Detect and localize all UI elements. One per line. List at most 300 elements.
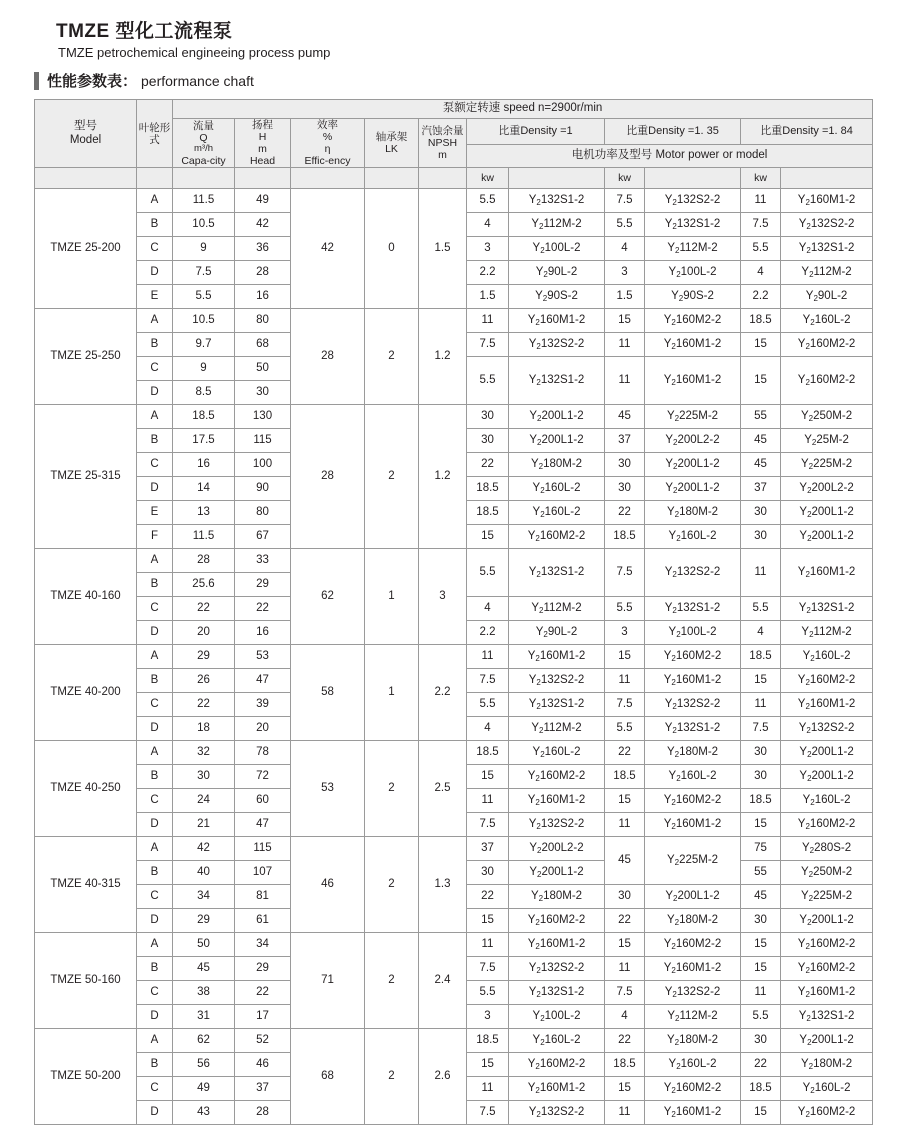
header-kw-blank-model (35, 168, 137, 189)
cell-impeller-letter: C (137, 1077, 173, 1101)
cell-kw-d184: 55 (741, 861, 781, 885)
cell-motor-d135: $Y_2160M1-2$ (645, 957, 741, 981)
cell-kw-d135: 7.5 (605, 549, 645, 597)
cell-flow: 38 (173, 981, 235, 1005)
cell-flow: 10.5 (173, 213, 235, 237)
cell-kw-d135: 18.5 (605, 1053, 645, 1077)
cell-motor-d1: $Y_2132S2-2$ (509, 1101, 605, 1125)
cell-motor-d1: $Y_2160M1-2$ (509, 1077, 605, 1101)
cell-kw-d1: 37 (467, 837, 509, 861)
cell-kw-d135: 4 (605, 237, 645, 261)
cell-flow: 14 (173, 477, 235, 501)
cell-head: 17 (235, 1005, 291, 1029)
cell-bearing: 1 (365, 549, 419, 645)
cell-npsh: 1.5 (419, 189, 467, 309)
cell-kw-d135: 22 (605, 501, 645, 525)
header-flow-unit: m³/h (194, 142, 213, 154)
cell-impeller-letter: C (137, 789, 173, 813)
cell-kw-d135: 7.5 (605, 189, 645, 213)
cell-motor-d184: $Y_2250M-2$ (781, 405, 873, 429)
page-title: TMZE 型化工流程泵 (56, 21, 233, 42)
cell-motor-d184: $Y_2160M2-2$ (781, 933, 873, 957)
cell-model: TMZE 25-315 (35, 405, 137, 549)
cell-head: 68 (235, 333, 291, 357)
cell-impeller-letter: D (137, 1005, 173, 1029)
cell-flow: 7.5 (173, 261, 235, 285)
cell-efficiency: 53 (291, 741, 365, 837)
header-kw-blank-flow (173, 168, 235, 189)
cell-motor-d1: $Y_2132S1-2$ (509, 549, 605, 597)
header-flow-en: Capa-city (181, 154, 226, 167)
cell-kw-d184: 7.5 (741, 717, 781, 741)
cell-motor-d1: $Y_2160M2-2$ (509, 909, 605, 933)
cell-head: 47 (235, 669, 291, 693)
cell-head: 81 (235, 885, 291, 909)
cell-motor-d135: $Y_2132S2-2$ (645, 981, 741, 1005)
table-row (35, 549, 873, 573)
cell-impeller-letter: B (137, 573, 173, 597)
cell-head: 100 (235, 453, 291, 477)
cell-impeller-letter: C (137, 693, 173, 717)
cell-flow: 30 (173, 765, 235, 789)
cell-flow: 5.5 (173, 285, 235, 309)
cell-kw-d135: 7.5 (605, 693, 645, 717)
cell-kw-d1: 18.5 (467, 741, 509, 765)
cell-motor-d184: $Y_2180M-2$ (781, 1053, 873, 1077)
header-impeller: 叶轮形式 (137, 100, 173, 168)
cell-kw-d184: 15 (741, 933, 781, 957)
cell-impeller-letter: B (137, 1053, 173, 1077)
cell-motor-d135: $Y_2132S1-2$ (645, 213, 741, 237)
cell-flow: 11.5 (173, 189, 235, 213)
cell-kw-d1: 7.5 (467, 813, 509, 837)
cell-motor-d184: $Y_2200L1-2$ (781, 741, 873, 765)
cell-motor-d184: $Y_2160M2-2$ (781, 357, 873, 405)
cell-impeller-letter: D (137, 381, 173, 405)
cell-kw-d1: 5.5 (467, 981, 509, 1005)
cell-npsh: 1.2 (419, 405, 467, 549)
cell-kw-d135: 37 (605, 429, 645, 453)
cell-head: 37 (235, 1077, 291, 1101)
cell-head: 72 (235, 765, 291, 789)
header-npsh-unit: m (438, 149, 447, 162)
cell-motor-d135: $Y_2160L-2$ (645, 1053, 741, 1077)
cell-motor-d1: $Y_2200L1-2$ (509, 429, 605, 453)
section-title-en: performance chaft (141, 72, 254, 89)
cell-impeller-letter: A (137, 189, 173, 213)
cell-kw-d1: 22 (467, 885, 509, 909)
cell-head: 52 (235, 1029, 291, 1053)
cell-motor-d135: $Y_2132S2-2$ (645, 693, 741, 717)
cell-motor-d184: $Y_2160M1-2$ (781, 549, 873, 597)
header-motor: 电机功率及型号 Motor power or model (467, 144, 873, 168)
cell-motor-d184: $Y_2200L1-2$ (781, 1029, 873, 1053)
cell-motor-d184: $Y_2160M2-2$ (781, 1101, 873, 1125)
cell-kw-d1: 5.5 (467, 357, 509, 405)
cell-head: 80 (235, 501, 291, 525)
cell-model: TMZE 25-250 (35, 309, 137, 405)
cell-motor-d1: $Y_2132S2-2$ (509, 333, 605, 357)
header-eff-eta: η (324, 143, 331, 156)
header-density-1: 比重Density =1 (467, 119, 605, 145)
cell-head: 16 (235, 285, 291, 309)
cell-head: 29 (235, 957, 291, 981)
cell-bearing: 1 (365, 645, 419, 741)
cell-kw-d135: 5.5 (605, 597, 645, 621)
cell-motor-d135: $Y_2160M2-2$ (645, 933, 741, 957)
cell-kw-d1: 5.5 (467, 549, 509, 597)
cell-motor-d184: $Y_2160M1-2$ (781, 693, 873, 717)
header-model (35, 100, 137, 168)
cell-head: 47 (235, 813, 291, 837)
cell-impeller-letter: C (137, 357, 173, 381)
cell-motor-d1: $Y_2160M2-2$ (509, 765, 605, 789)
cell-kw-d184: 15 (741, 813, 781, 837)
cell-motor-d135: $Y_2160L-2$ (645, 765, 741, 789)
section-accent-bar (34, 72, 39, 90)
cell-kw-d1: 2.2 (467, 261, 509, 285)
cell-bearing: 2 (365, 1029, 419, 1125)
cell-impeller-letter: A (137, 309, 173, 333)
cell-motor-d1: $Y_2100L-2$ (509, 237, 605, 261)
cell-impeller-letter: D (137, 261, 173, 285)
cell-kw-d1: 7.5 (467, 1101, 509, 1125)
cell-head: 78 (235, 741, 291, 765)
cell-kw-d135: 18.5 (605, 765, 645, 789)
cell-motor-d1: $Y_2160M2-2$ (509, 525, 605, 549)
cell-flow: 10.5 (173, 309, 235, 333)
cell-kw-d184: 11 (741, 693, 781, 717)
cell-motor-d135: $Y_2180M-2$ (645, 1029, 741, 1053)
cell-kw-d184: 45 (741, 429, 781, 453)
cell-efficiency: 42 (291, 189, 365, 309)
cell-kw-d1: 30 (467, 861, 509, 885)
table-row (35, 837, 873, 861)
cell-kw-d135: 11 (605, 333, 645, 357)
header-npsh-cn: 汽蚀余量 (421, 125, 464, 138)
cell-motor-d135: $Y_2132S2-2$ (645, 549, 741, 597)
cell-motor-d1: $Y_2160L-2$ (509, 741, 605, 765)
cell-npsh: 2.4 (419, 933, 467, 1029)
header-kw-2: kw (605, 168, 645, 189)
cell-motor-d184: $Y_2200L1-2$ (781, 909, 873, 933)
cell-motor-d1: $Y_2200L1-2$ (509, 861, 605, 885)
cell-kw-d184: 15 (741, 957, 781, 981)
cell-impeller-letter: B (137, 957, 173, 981)
cell-motor-d1: $Y_2112M-2$ (509, 597, 605, 621)
cell-kw-d135: 15 (605, 933, 645, 957)
page-subtitle: TMZE petrochemical engineeing process pump (58, 45, 331, 60)
cell-motor-d1: $Y_290S-2$ (509, 285, 605, 309)
cell-motor-d184: $Y_2132S1-2$ (781, 597, 873, 621)
cell-motor-d135: $Y_2160M2-2$ (645, 309, 741, 333)
cell-impeller-letter: B (137, 669, 173, 693)
cell-motor-d135: $Y_2160M1-2$ (645, 1101, 741, 1125)
cell-flow: 31 (173, 1005, 235, 1029)
cell-motor-d184: $Y_2160L-2$ (781, 309, 873, 333)
cell-kw-d1: 7.5 (467, 333, 509, 357)
header-head-h: H (258, 131, 267, 144)
cell-kw-d1: 3 (467, 1005, 509, 1029)
cell-kw-d184: 75 (741, 837, 781, 861)
cell-impeller-letter: D (137, 909, 173, 933)
cell-kw-d135: 7.5 (605, 981, 645, 1005)
cell-efficiency: 46 (291, 837, 365, 933)
cell-kw-d184: 15 (741, 357, 781, 405)
cell-motor-d184: $Y_2280S-2$ (781, 837, 873, 861)
cell-impeller-letter: A (137, 741, 173, 765)
cell-impeller-letter: F (137, 525, 173, 549)
cell-bearing: 2 (365, 933, 419, 1029)
cell-bearing: 2 (365, 405, 419, 549)
cell-flow: 20 (173, 621, 235, 645)
cell-flow: 22 (173, 693, 235, 717)
cell-kw-d184: 15 (741, 333, 781, 357)
cell-kw-d184: 4 (741, 621, 781, 645)
cell-flow: 16 (173, 453, 235, 477)
cell-model: TMZE 50-200 (35, 1029, 137, 1125)
cell-head: 33 (235, 549, 291, 573)
header-kw-model-2 (645, 168, 741, 189)
cell-flow: 40 (173, 861, 235, 885)
cell-kw-d135: 15 (605, 789, 645, 813)
cell-kw-d135: 30 (605, 453, 645, 477)
cell-kw-d184: 11 (741, 189, 781, 213)
cell-kw-d135: 30 (605, 477, 645, 501)
cell-motor-d135: $Y_2200L1-2$ (645, 453, 741, 477)
cell-efficiency: 62 (291, 549, 365, 645)
cell-motor-d1: $Y_2132S1-2$ (509, 357, 605, 405)
table-row (35, 1029, 873, 1053)
cell-head: 16 (235, 621, 291, 645)
header-eff-cn: 效率 (317, 119, 338, 131)
cell-kw-d184: 18.5 (741, 1077, 781, 1101)
cell-motor-d135: $Y_2180M-2$ (645, 741, 741, 765)
cell-motor-d1: $Y_2112M-2$ (509, 213, 605, 237)
cell-motor-d184: $Y_290L-2$ (781, 285, 873, 309)
cell-kw-d135: 45 (605, 837, 645, 885)
table-row (35, 309, 873, 333)
cell-motor-d184: $Y_2160M2-2$ (781, 813, 873, 837)
cell-kw-d184: 11 (741, 549, 781, 597)
cell-motor-d1: $Y_2132S1-2$ (509, 693, 605, 717)
cell-motor-d184: $Y_2225M-2$ (781, 453, 873, 477)
cell-head: 34 (235, 933, 291, 957)
header-kw-blank-npsh (419, 168, 467, 189)
cell-flow: 9 (173, 357, 235, 381)
cell-flow: 62 (173, 1029, 235, 1053)
header-kw-blank-head (235, 168, 291, 189)
cell-kw-d1: 4 (467, 213, 509, 237)
cell-motor-d1: $Y_290L-2$ (509, 261, 605, 285)
cell-motor-d135: $Y_2180M-2$ (645, 909, 741, 933)
cell-motor-d1: $Y_2160L-2$ (509, 501, 605, 525)
cell-kw-d135: 11 (605, 1101, 645, 1125)
cell-impeller-letter: C (137, 597, 173, 621)
cell-impeller-letter: B (137, 213, 173, 237)
cell-motor-d135: $Y_290S-2$ (645, 285, 741, 309)
cell-flow: 22 (173, 597, 235, 621)
cell-motor-d184: $Y_2160M1-2$ (781, 189, 873, 213)
header-kw-blank-eff (291, 168, 365, 189)
cell-head: 46 (235, 1053, 291, 1077)
cell-kw-d184: 30 (741, 909, 781, 933)
cell-efficiency: 68 (291, 1029, 365, 1125)
cell-head: 49 (235, 189, 291, 213)
cell-kw-d184: 15 (741, 1101, 781, 1125)
table-row (35, 405, 873, 429)
cell-head: 20 (235, 717, 291, 741)
cell-motor-d1: $Y_2112M-2$ (509, 717, 605, 741)
cell-model: TMZE 50-160 (35, 933, 137, 1029)
header-model-en: Model (69, 133, 102, 146)
header-head-cn: 扬程 (252, 119, 273, 131)
cell-motor-d184: $Y_2160M2-2$ (781, 669, 873, 693)
cell-kw-d135: 30 (605, 885, 645, 909)
cell-impeller-letter: C (137, 453, 173, 477)
cell-motor-d135: $Y_2160M1-2$ (645, 669, 741, 693)
cell-motor-d1: $Y_290L-2$ (509, 621, 605, 645)
cell-impeller-letter: B (137, 861, 173, 885)
cell-motor-d1: $Y_2180M-2$ (509, 453, 605, 477)
cell-motor-d135: $Y_2200L1-2$ (645, 885, 741, 909)
cell-bearing: 2 (365, 309, 419, 405)
header-eff-pct: % (322, 131, 333, 144)
section-heading (34, 70, 872, 91)
cell-head: 42 (235, 213, 291, 237)
cell-kw-d135: 4 (605, 1005, 645, 1029)
cell-kw-d184: 15 (741, 669, 781, 693)
cell-npsh: 2.5 (419, 741, 467, 837)
cell-motor-d184: $Y_2112M-2$ (781, 261, 873, 285)
cell-motor-d135: $Y_2225M-2$ (645, 837, 741, 885)
cell-flow: 29 (173, 909, 235, 933)
cell-motor-d135: $Y_2160L-2$ (645, 525, 741, 549)
cell-motor-d135: $Y_2200L1-2$ (645, 477, 741, 501)
cell-impeller-letter: A (137, 645, 173, 669)
cell-kw-d184: 45 (741, 885, 781, 909)
cell-motor-d1: $Y_2132S2-2$ (509, 669, 605, 693)
cell-motor-d184: $Y_2200L2-2$ (781, 477, 873, 501)
cell-impeller-letter: C (137, 885, 173, 909)
cell-kw-d184: 55 (741, 405, 781, 429)
cell-motor-d1: $Y_2160L-2$ (509, 477, 605, 501)
cell-kw-d184: 37 (741, 477, 781, 501)
cell-kw-d1: 5.5 (467, 693, 509, 717)
header-density-184: 比重Density =1. 84 (741, 119, 873, 145)
cell-kw-d1: 22 (467, 453, 509, 477)
cell-head: 30 (235, 381, 291, 405)
header-kw-blank-bearing (365, 168, 419, 189)
cell-motor-d1: $Y_2160L-2$ (509, 1029, 605, 1053)
cell-npsh: 1.3 (419, 837, 467, 933)
cell-model: TMZE 25-200 (35, 189, 137, 309)
cell-flow: 50 (173, 933, 235, 957)
cell-bearing: 0 (365, 189, 419, 309)
cell-npsh: 3 (419, 549, 467, 645)
cell-kw-d1: 11 (467, 1077, 509, 1101)
cell-impeller-letter: B (137, 765, 173, 789)
cell-impeller-letter: D (137, 717, 173, 741)
cell-head: 61 (235, 909, 291, 933)
cell-head: 29 (235, 573, 291, 597)
cell-kw-d1: 11 (467, 645, 509, 669)
cell-flow: 17.5 (173, 429, 235, 453)
cell-head: 90 (235, 477, 291, 501)
cell-motor-d135: $Y_2100L-2$ (645, 261, 741, 285)
cell-impeller-letter: A (137, 837, 173, 861)
cell-motor-d1: $Y_2132S1-2$ (509, 189, 605, 213)
cell-head: 130 (235, 405, 291, 429)
cell-kw-d135: 11 (605, 957, 645, 981)
header-npsh (419, 119, 467, 168)
cell-model: TMZE 40-315 (35, 837, 137, 933)
table-row (35, 933, 873, 957)
cell-head: 50 (235, 357, 291, 381)
header-bearing-cn: 轴承架 (375, 131, 408, 144)
cell-kw-d1: 15 (467, 765, 509, 789)
cell-kw-d184: 30 (741, 501, 781, 525)
cell-motor-d135: $Y_2160M1-2$ (645, 813, 741, 837)
cell-impeller-letter: C (137, 981, 173, 1005)
table-row (35, 189, 873, 213)
cell-motor-d184: $Y_2200L1-2$ (781, 765, 873, 789)
cell-motor-d184: $Y_2160M2-2$ (781, 333, 873, 357)
cell-kw-d135: 5.5 (605, 717, 645, 741)
header-kw-model-1 (509, 168, 605, 189)
cell-kw-d1: 2.2 (467, 621, 509, 645)
cell-flow: 56 (173, 1053, 235, 1077)
cell-kw-d135: 3 (605, 621, 645, 645)
cell-bearing: 2 (365, 837, 419, 933)
cell-motor-d184: $Y_2132S2-2$ (781, 213, 873, 237)
cell-motor-d135: $Y_2200L2-2$ (645, 429, 741, 453)
cell-kw-d1: 4 (467, 597, 509, 621)
header-density-135: 比重Density =1. 35 (605, 119, 741, 145)
cell-kw-d135: 15 (605, 309, 645, 333)
cell-head: 36 (235, 237, 291, 261)
cell-kw-d135: 22 (605, 909, 645, 933)
cell-head: 67 (235, 525, 291, 549)
cell-impeller-letter: D (137, 813, 173, 837)
cell-kw-d1: 15 (467, 909, 509, 933)
header-flow (173, 119, 235, 168)
cell-motor-d1: $Y_2160M1-2$ (509, 645, 605, 669)
cell-motor-d184: $Y_2225M-2$ (781, 885, 873, 909)
cell-kw-d184: 11 (741, 981, 781, 1005)
cell-motor-d1: $Y_2132S2-2$ (509, 813, 605, 837)
cell-kw-d135: 15 (605, 645, 645, 669)
cell-impeller-letter: C (137, 237, 173, 261)
cell-motor-d184: $Y_2112M-2$ (781, 621, 873, 645)
cell-npsh: 2.2 (419, 645, 467, 741)
cell-kw-d135: 11 (605, 357, 645, 405)
cell-kw-d135: 22 (605, 1029, 645, 1053)
cell-motor-d135: $Y_2112M-2$ (645, 237, 741, 261)
cell-flow: 11.5 (173, 525, 235, 549)
cell-efficiency: 28 (291, 309, 365, 405)
cell-flow: 24 (173, 789, 235, 813)
cell-kw-d184: 5.5 (741, 1005, 781, 1029)
cell-motor-d1: $Y_2160M1-2$ (509, 789, 605, 813)
cell-head: 115 (235, 429, 291, 453)
cell-motor-d184: $Y_2132S1-2$ (781, 237, 873, 261)
cell-motor-d184: $Y_2132S2-2$ (781, 717, 873, 741)
cell-head: 22 (235, 981, 291, 1005)
cell-kw-d135: 15 (605, 1077, 645, 1101)
cell-head: 115 (235, 837, 291, 861)
cell-motor-d135: $Y_2160M1-2$ (645, 357, 741, 405)
